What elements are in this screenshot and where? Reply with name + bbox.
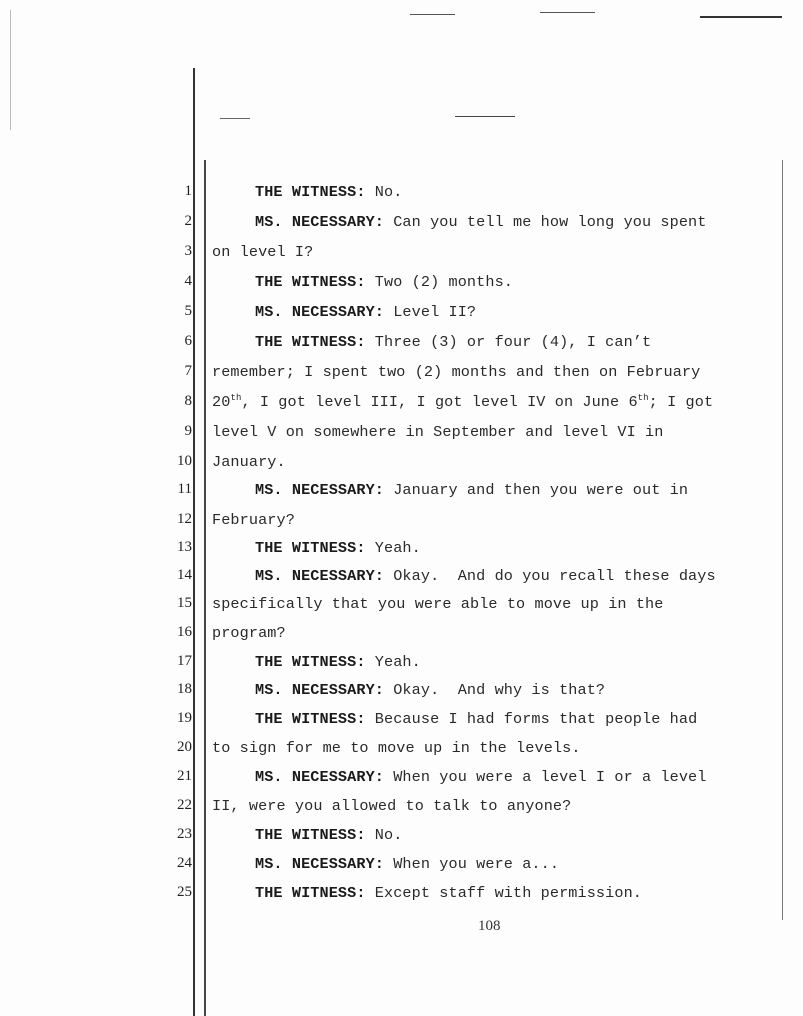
transcript-line <box>255 681 605 699</box>
speaker-label: THE WITNESS: <box>255 884 366 902</box>
line-text: II, were you allowed to talk to anyone? <box>212 797 572 815</box>
line-number: 6 <box>184 333 192 349</box>
scan-artifact <box>455 116 515 117</box>
scan-edge-mark <box>10 10 11 130</box>
transcript-line <box>255 273 513 291</box>
left-margin-rule <box>193 68 195 1016</box>
speaker-label: MS. NECESSARY: <box>255 213 384 231</box>
transcript-line <box>255 653 421 671</box>
speaker-label: THE WITNESS: <box>255 183 366 201</box>
line-text: to sign for me to move up in the levels. <box>212 739 581 757</box>
line-text: No. <box>365 183 403 201</box>
line-number: 9 <box>184 423 192 439</box>
line-text: Three (3) or four (4), I can’t <box>365 333 652 351</box>
speaker-label: MS. NECESSARY: <box>255 855 384 873</box>
speaker-label: MS. NECESSARY: <box>255 481 384 499</box>
transcript-line <box>255 768 707 786</box>
transcript-line <box>255 826 402 844</box>
line-text: Yeah. <box>365 539 421 557</box>
line-number: 7 <box>184 363 192 379</box>
transcript-line <box>255 884 642 902</box>
transcript-line <box>212 393 713 411</box>
line-number: 10 <box>177 453 192 469</box>
line-text: Okay. And do you recall these days <box>384 567 716 585</box>
line-text: remember; I spent two (2) months and then on February <box>212 363 701 381</box>
left-margin-rule-inner <box>204 160 206 1016</box>
line-text: January. <box>212 453 286 471</box>
transcript-line <box>212 243 313 261</box>
line-text: ; I got <box>648 393 714 411</box>
line-text: program? <box>212 624 286 642</box>
ordinal-suffix: th <box>230 392 242 403</box>
scan-artifact <box>540 12 595 13</box>
line-text: Except staff with permission. <box>365 884 642 902</box>
right-margin-rule <box>782 160 783 920</box>
scan-artifact <box>220 118 250 119</box>
line-number: 24 <box>177 855 192 871</box>
transcript-line <box>212 453 286 471</box>
line-text: When you were a... <box>384 855 560 873</box>
speaker-label: THE WITNESS: <box>255 273 366 291</box>
line-text: , I got level III, I got level IV on June 6 <box>241 393 638 411</box>
transcript-line <box>212 363 700 381</box>
line-number: 4 <box>184 273 192 289</box>
line-number: 18 <box>177 681 192 697</box>
line-number: 2 <box>184 213 192 229</box>
transcript-line <box>212 797 571 815</box>
speaker-label: MS. NECESSARY: <box>255 681 384 699</box>
line-text: 20 <box>212 393 231 411</box>
line-number: 13 <box>177 539 192 555</box>
line-number: 15 <box>177 595 192 611</box>
transcript-line <box>212 595 664 613</box>
speaker-label: THE WITNESS: <box>255 539 366 557</box>
speaker-label: MS. NECESSARY: <box>255 303 384 321</box>
line-number: 5 <box>184 303 192 319</box>
line-number: 1 <box>184 183 192 199</box>
line-number: 12 <box>177 511 192 527</box>
line-text: Okay. And why is that? <box>384 681 606 699</box>
line-number: 22 <box>177 797 192 813</box>
line-text: February? <box>212 511 295 529</box>
line-text: When you were a level I or a level <box>384 768 707 786</box>
transcript-line <box>212 423 664 441</box>
scan-artifact <box>700 16 782 18</box>
speaker-label: MS. NECESSARY: <box>255 567 384 585</box>
line-number: 14 <box>177 567 192 583</box>
speaker-label: MS. NECESSARY: <box>255 768 384 786</box>
line-number: 20 <box>177 739 192 755</box>
line-number: 17 <box>177 653 192 669</box>
scan-artifact <box>410 14 455 15</box>
line-text: January and then you were out in <box>384 481 689 499</box>
transcript-line <box>255 303 476 321</box>
transcript-line <box>255 183 402 201</box>
transcript-line <box>255 539 421 557</box>
line-number: 11 <box>177 481 192 497</box>
line-text: Can you tell me how long you spent <box>384 213 707 231</box>
line-text: No. <box>365 826 403 844</box>
line-number: 21 <box>177 768 192 784</box>
line-number: 8 <box>184 393 192 409</box>
transcript-line <box>212 624 286 642</box>
line-text: Level II? <box>384 303 477 321</box>
line-number: 19 <box>177 710 192 726</box>
line-text: Because I had forms that people had <box>365 710 698 728</box>
line-number: 23 <box>177 826 192 842</box>
transcript-line <box>255 481 688 499</box>
transcript-line <box>255 333 651 351</box>
transcript-line <box>255 213 707 231</box>
line-text: level V on somewhere in September and level VI in <box>212 423 664 441</box>
line-text: on level I? <box>212 243 314 261</box>
ordinal-suffix: th <box>637 392 649 403</box>
transcript-line <box>212 511 295 529</box>
transcript-line <box>212 739 581 757</box>
line-text: Two (2) months. <box>365 273 514 291</box>
page-number: 108 <box>478 918 501 934</box>
transcript-line <box>255 855 559 873</box>
line-number: 25 <box>177 884 192 900</box>
transcript-line <box>255 710 697 728</box>
line-number: 16 <box>177 624 192 640</box>
line-text: specifically that you were able to move up in the <box>212 595 664 613</box>
speaker-label: THE WITNESS: <box>255 333 366 351</box>
line-number: 3 <box>184 243 192 259</box>
speaker-label: THE WITNESS: <box>255 653 366 671</box>
speaker-label: THE WITNESS: <box>255 826 366 844</box>
line-text: Yeah. <box>365 653 421 671</box>
speaker-label: THE WITNESS: <box>255 710 366 728</box>
transcript-line <box>255 567 716 585</box>
